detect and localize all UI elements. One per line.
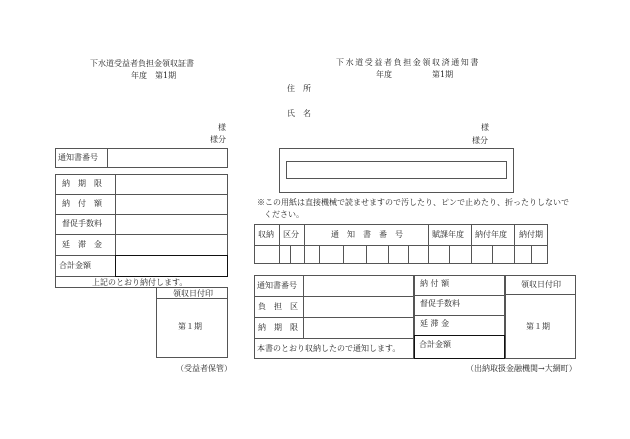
right-title: 下水道受益者負担金領収済通知書 <box>336 58 480 67</box>
right-name-label: 氏 名 <box>287 109 311 118</box>
left-row-payment-amount: 納 付 額 <box>62 199 102 208</box>
left-notice-number-label: 通知書番号 <box>58 153 98 162</box>
right-stamp-label: 領収日付印 <box>521 280 561 289</box>
left-row-reminder-fee: 督促手数料 <box>62 219 102 228</box>
left-keep-note: （受益者保管） <box>176 364 232 373</box>
right-row-total: 合計金額 <box>419 340 451 349</box>
right-info-footer: 本書のとおり収納したので通知します。 <box>257 344 401 353</box>
left-row-due-date: 納 期 限 <box>62 179 102 188</box>
right-row-payment-amount: 納 付 額 <box>420 279 450 288</box>
code-header-notice-no: 通 知 書 番 号 <box>331 230 403 239</box>
left-title: 下水道受益者負担金領収証書 <box>90 59 194 68</box>
machine-read-notice-line2: ください。 <box>264 210 304 219</box>
right-period-stamp: 第１期 <box>526 322 550 331</box>
right-row-late-fee: 延 滞 金 <box>420 319 450 328</box>
code-header-shuno: 収納 <box>258 230 274 239</box>
code-header-kubun: 区分 <box>283 230 299 239</box>
left-period-line: 年度 第1期 <box>131 71 177 80</box>
left-received-text: 上記のとおり納付します。 <box>92 278 188 287</box>
right-period-label: 第1期 <box>432 70 454 79</box>
code-header-pay-period: 納付期 <box>519 230 543 239</box>
right-address-label: 住 所 <box>287 84 311 93</box>
machine-read-notice-line1: ※この用紙は直接機械で読ませますので汚したり、ピンで止めたり、折ったりしないで <box>257 198 569 207</box>
left-row-total: 合計金額 <box>59 261 91 270</box>
right-row-reminder-fee: 督促手数料 <box>420 299 460 308</box>
right-row-burden-district: 負 担 区 <box>258 302 298 311</box>
code-header-assess-year: 賦課年度 <box>432 230 464 239</box>
left-period-stamp: 第１期 <box>178 322 202 331</box>
left-row-late-fee: 延 滞 金 <box>62 240 102 249</box>
left-sama: 様 <box>218 123 226 132</box>
left-stamp-label: 領収日付印 <box>173 289 213 298</box>
right-row-due-date: 納 期 限 <box>258 323 298 332</box>
right-year-label: 年度 <box>376 70 392 79</box>
right-route-note: （出納取扱金融機関→大網町） <box>466 364 577 373</box>
code-header-pay-year: 納付年度 <box>475 230 507 239</box>
left-total-amount-field <box>115 255 228 277</box>
right-row-notice-number: 通知書番号 <box>257 281 297 290</box>
address-window-inner <box>286 161 507 179</box>
left-sama-bun: 様分 <box>210 135 226 144</box>
right-sama: 様 <box>481 123 489 132</box>
right-sama-bun: 様分 <box>472 136 488 145</box>
